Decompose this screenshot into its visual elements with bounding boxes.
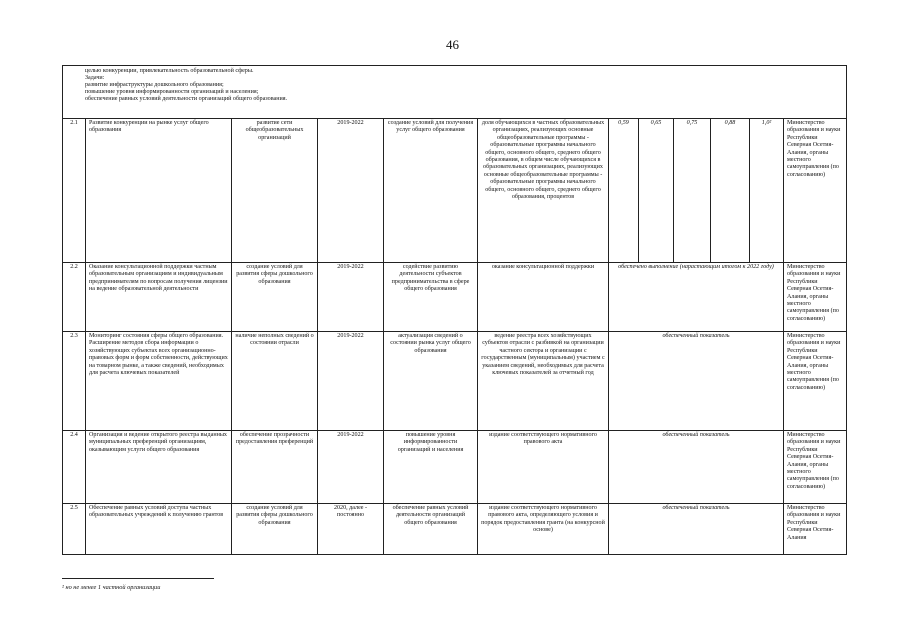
value-cell: 1,0² <box>750 119 784 263</box>
intro-cell <box>63 66 847 119</box>
indicator-cell: издание соответствующего нормативного правового акта, определяющего условия и порядок предоставления гранта (на конкурсной основе) <box>478 504 609 555</box>
result-cell: создание условий для получения услуг общего образования <box>384 119 478 263</box>
value-cell: 0,59 <box>609 119 639 263</box>
row-number: 2.4 <box>63 431 86 504</box>
footnote: ² но не менее 1 частной организации <box>62 584 161 591</box>
period-cell: 2020, далее - постоянно <box>318 504 384 555</box>
table-row <box>63 332 847 431</box>
intro-line: повышение уровня информированности организаций и населения; <box>85 89 259 95</box>
row-number: 2.2 <box>63 263 86 332</box>
responsible-cell: Министерство образования и науки Республики Северная Осетия-Алания, органы местного самоуправления (по согласованию) <box>784 119 847 263</box>
footnote-divider <box>62 578 214 579</box>
merged-value-cell: обеспечено выполнение (нарастающим итогом к 2022 году) <box>609 263 784 332</box>
responsible-cell: Министерство образования и науки Республики Северная Осетия-Алания, органы местного самоуправления (по согласованию) <box>784 431 847 504</box>
event-cell: Оказание консультационной поддержки частным образовательным организациям и индивидуальным предпринимателям по вопросам получения лицензии на ведение образовательной деятельности <box>86 263 232 332</box>
table-row <box>63 119 847 263</box>
event-cell: Мониторинг состояния сферы общего образования. Расширение методов сбора информации о хозяйствующих субъектах всех организационно-правовых форм и форм собственности, действующих на товарном рынке, а также сведений, необходимых для расчета ключевых показателей <box>86 332 232 431</box>
intro-line: обеспечение равных условий деятельности организаций общего образования. <box>85 96 288 102</box>
value-cell: 0,88 <box>711 119 750 263</box>
problem-cell: развитие сети общеобразовательных организаций <box>232 119 318 263</box>
period-cell: 2019-2022 <box>318 332 384 431</box>
table-row <box>63 263 847 332</box>
intro-line: Задачи: <box>85 75 105 81</box>
indicator-cell: оказание консультационной поддержки <box>478 263 609 332</box>
intro-line: развитие инфраструктуры дошкольного образования; <box>85 82 224 88</box>
result-cell: содействие развитию деятельности субъектов предпринимательства в сфере общего образования <box>384 263 478 332</box>
indicator-cell: ведение реестра всех хозяйствующих субъектов отрасли с разбивкой на организации частного сектора и организации с государственным (муниципальным) участием с указанием сведений, необходимых для расчета ключевых показателей за отчетный год <box>478 332 609 431</box>
result-cell: актуализация сведений о состоянии рынка услуг общего образования <box>384 332 478 431</box>
problem-cell: наличие неполных сведений о состоянии отрасли <box>232 332 318 431</box>
problem-cell: создание условий для развития сферы дошкольного образования <box>232 504 318 555</box>
result-cell: повышение уровня информированности организаций и населения <box>384 431 478 504</box>
page-number: 46 <box>446 37 459 52</box>
result-cell: обеспечение равных условий деятельности организаций общего образования <box>384 504 478 555</box>
responsible-cell: Министерство образования и науки Республики Северная Осетия-Алания, органы местного самоуправления (по согласованию) <box>784 332 847 431</box>
intro-row <box>63 66 847 119</box>
period-cell: 2019-2022 <box>318 263 384 332</box>
responsible-cell: Министерство образования и науки Республики Северная Осетия-Алания <box>784 504 847 555</box>
measures-table <box>62 65 847 555</box>
row-number: 2.1 <box>63 119 86 263</box>
event-cell: Развитие конкуренции на рынке услуг общего образования <box>86 119 232 263</box>
value-cell: 0,75 <box>674 119 711 263</box>
merged-value-cell: обеспеченный показатель <box>609 504 784 555</box>
merged-value-cell: обеспеченный показатель <box>609 431 784 504</box>
table-row <box>63 504 847 555</box>
event-cell: Организация и ведение открытого реестра выданных муниципальных преференций организациям, оказывающим услуги общего образования <box>86 431 232 504</box>
period-cell: 2019-2022 <box>318 119 384 263</box>
problem-cell: создание условий для развития сферы дошкольного образования <box>232 263 318 332</box>
responsible-cell: Министерство образования и науки Республики Северная Осетия-Алания, органы местного самоуправления (по согласованию) <box>784 263 847 332</box>
event-cell: Обеспечение равных условий доступа частных образовательных учреждений к получению грантов <box>86 504 232 555</box>
table-row <box>63 431 847 504</box>
intro-line: целью конкуренции, привлекательность образовательной сферы. <box>85 68 254 74</box>
value-cell: 0,65 <box>639 119 674 263</box>
merged-value-cell: обеспеченный показатель <box>609 332 784 431</box>
indicator-cell: издание соответствующего нормативного правового акта <box>478 431 609 504</box>
problem-cell: обеспечение прозрачности предоставления преференций <box>232 431 318 504</box>
indicator-cell: доля обучающихся в частных образовательных организациях, реализующих основные общеобразовательные программы - образовательные программы начального общего, основного общего, среднего общего образования, в общем числе обучающихся в образовательных организациях, реализующих основные общеобразовательные программы - образовательные программы начального общего, основного общего, среднего общего образования, процентов <box>478 119 609 263</box>
row-number: 2.3 <box>63 332 86 431</box>
period-cell: 2019-2022 <box>318 431 384 504</box>
row-number: 2.5 <box>63 504 86 555</box>
